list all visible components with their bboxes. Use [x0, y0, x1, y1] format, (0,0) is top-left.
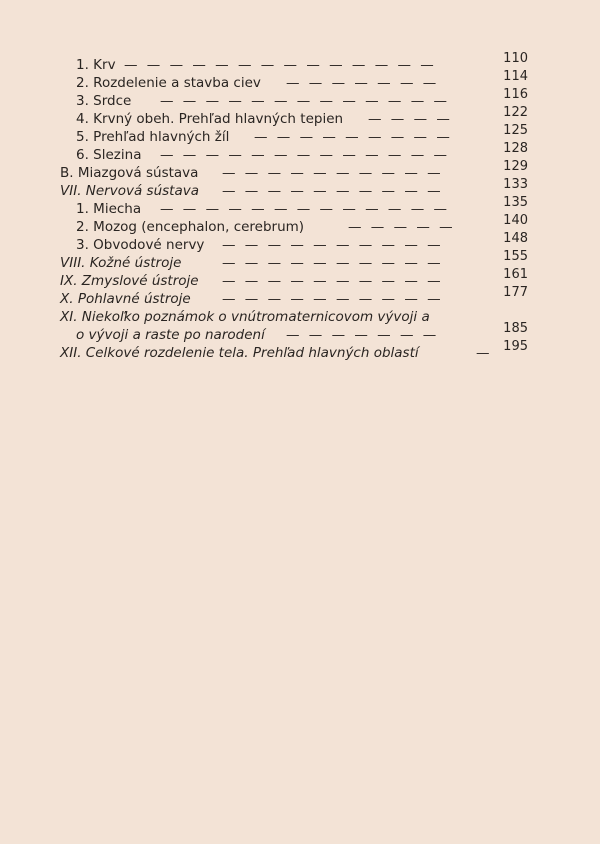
- entry-title: XII. Celkové rozdelenie tela. Prehľad hlavných oblastí: [60, 345, 419, 361]
- leader-dashes: — — — — — — — — — —: [222, 255, 441, 271]
- page-number: 122: [503, 105, 528, 120]
- leader-dashes: — — — — — — — — — —: [222, 165, 441, 181]
- leader-dashes: — — — — — — — — — — — — —: [160, 147, 447, 163]
- page-number: 133: [503, 177, 528, 192]
- leader-dashes: — — — — — — — — — — — — — —: [124, 57, 434, 73]
- entry-title: 5. Prehľad hlavných žíl: [76, 129, 230, 145]
- page-number: 128: [503, 141, 528, 156]
- entry-title: 4. Krvný obeh. Prehľad hlavných tepien: [76, 111, 344, 127]
- leader-dashes: — — — —: [368, 111, 450, 127]
- entry-title: 3. Obvodové nervy: [76, 237, 205, 253]
- entry-title: o vývoji a raste po narodení: [76, 327, 265, 343]
- leader-dashes: — — — — — — —: [286, 327, 437, 343]
- leader-dashes: — — — — — — — — — — — — —: [160, 93, 447, 109]
- leader-dashes: — — — — — — — — —: [254, 129, 450, 145]
- entry-title: 2. Mozog (encephalon, cerebrum): [76, 219, 305, 235]
- page-number: 185: [503, 321, 528, 336]
- entry-title: XI. Niekoľko poznámok o vnútromaternicovom vývoji a: [60, 309, 430, 325]
- leader-dashes: — — — — — — — — — —: [222, 291, 441, 307]
- page-number: 110: [503, 51, 528, 66]
- entry-title: VIII. Kožné ústroje: [60, 255, 182, 271]
- page-number: 125: [503, 123, 528, 138]
- page-number: 177: [503, 285, 528, 300]
- page-number: 114: [503, 69, 528, 84]
- toc-entry: [0, 339, 600, 362]
- entry-title: 1. Krv: [76, 57, 116, 73]
- leader-dashes: — — — — — — — — — — — — —: [160, 201, 447, 217]
- entry-title: B. Miazgová sústava: [60, 165, 199, 181]
- entry-title: 3. Srdce: [76, 93, 132, 109]
- entry-title: IX. Zmyslové ústroje: [60, 273, 199, 289]
- leader-dashes: — — — — —: [348, 219, 453, 235]
- leader-dashes: — — — — — — — — — —: [222, 273, 441, 289]
- page-number: 129: [503, 159, 528, 174]
- page-number: 148: [503, 231, 528, 246]
- page-number: 140: [503, 213, 528, 228]
- entry-title: 1. Miecha: [76, 201, 142, 217]
- entry-title: 2. Rozdelenie a stavba ciev: [76, 75, 261, 91]
- page-number: 155: [503, 249, 528, 264]
- leader-dashes: — — — — — — — — — —: [222, 183, 441, 199]
- entry-title: X. Pohlavné ústroje: [60, 291, 191, 307]
- page-number: 116: [503, 87, 528, 102]
- toc-entry: [0, 285, 600, 308]
- page-number: 195: [503, 339, 528, 354]
- leader-dashes: — — — — — — — — — —: [222, 237, 441, 253]
- page-number: 135: [503, 195, 528, 210]
- page-number: 161: [503, 267, 528, 282]
- entry-title: 6. Slezina: [76, 147, 142, 163]
- leader-dashes: — — — — — — —: [286, 75, 437, 91]
- entry-title: VII. Nervová sústava: [60, 183, 199, 199]
- leader-dashes: —: [476, 345, 490, 361]
